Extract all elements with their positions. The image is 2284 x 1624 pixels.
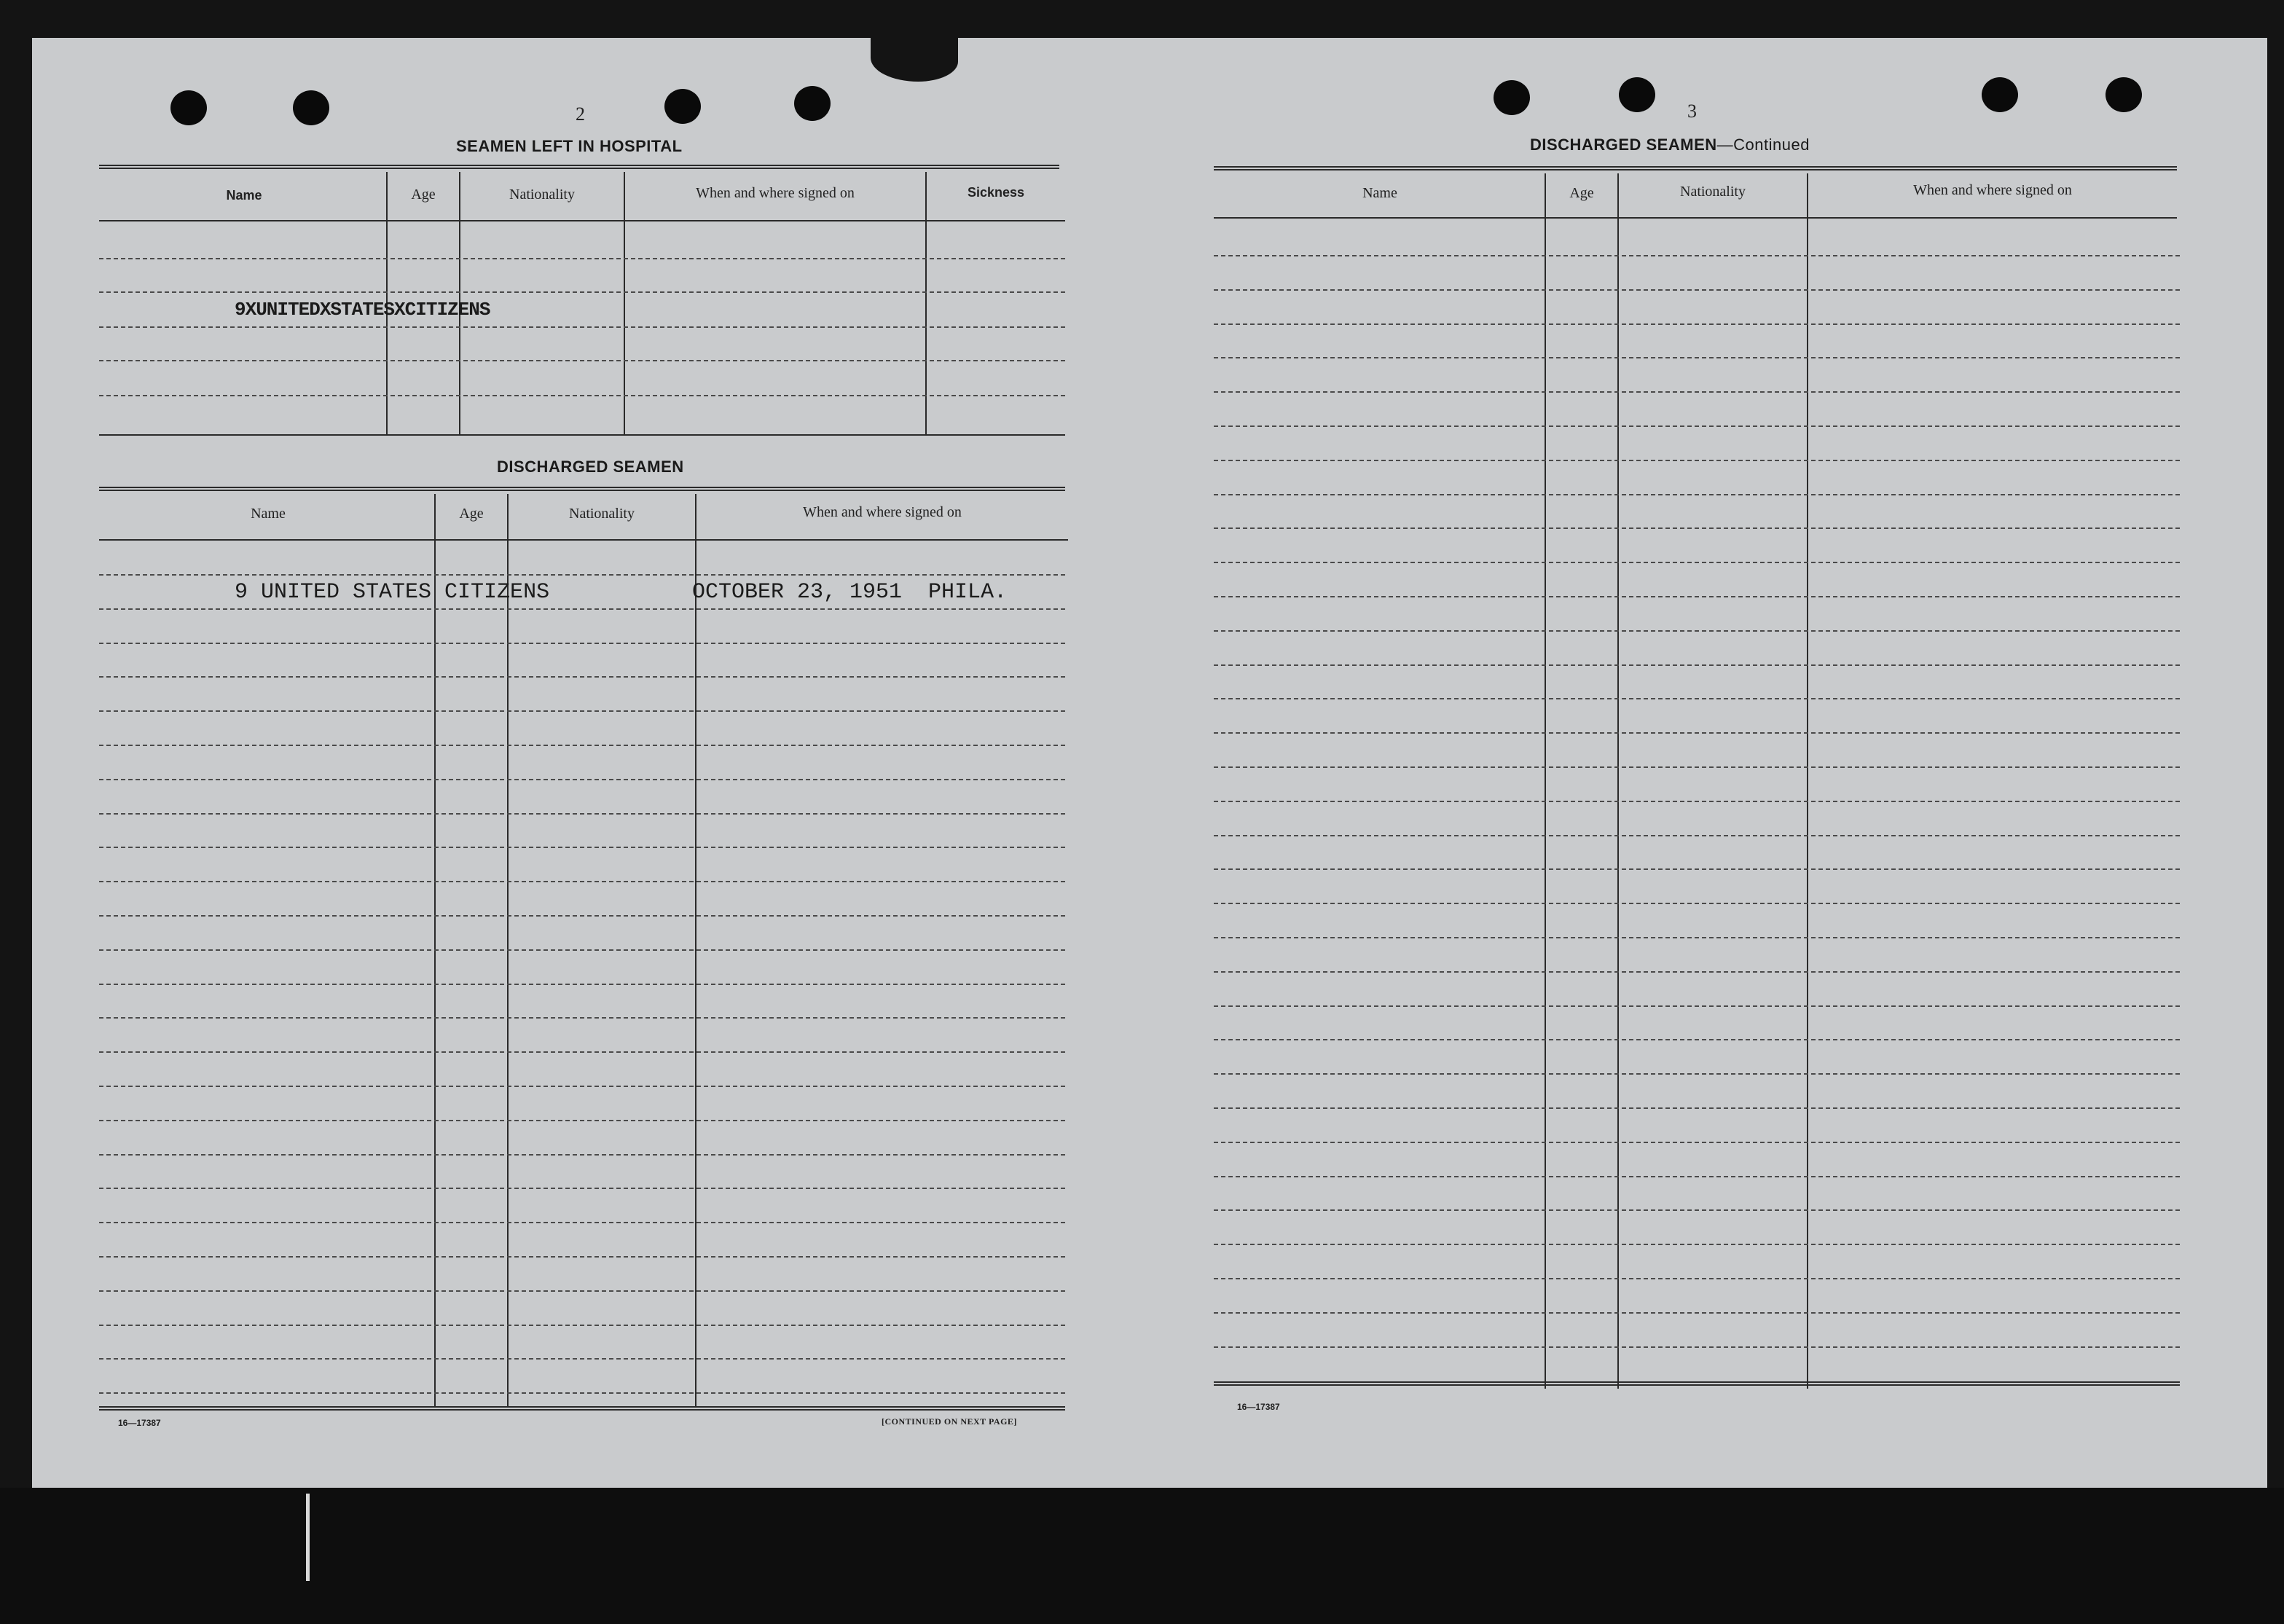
row-line xyxy=(1214,801,2180,802)
punch-hole xyxy=(293,90,329,125)
row-line xyxy=(1214,289,2180,291)
right-col-nationality: Nationality xyxy=(1680,184,1746,200)
row-line xyxy=(1214,1142,2180,1143)
page-number-right: 3 xyxy=(1687,101,1697,122)
punch-hole xyxy=(2106,77,2142,112)
discharged-table-header-rule xyxy=(99,539,1068,541)
row-line xyxy=(1214,835,2180,836)
punch-hole xyxy=(664,89,701,124)
row-line xyxy=(99,1358,1065,1360)
row-line xyxy=(1214,562,2180,563)
row-line xyxy=(99,608,1065,610)
discharged-col-nationality: Nationality xyxy=(569,506,635,522)
right-section-title-main: DISCHARGED SEAMEN xyxy=(1530,136,1717,154)
hospital-row-line xyxy=(99,326,1065,328)
hospital-col-name: Name xyxy=(226,188,262,203)
row-line xyxy=(1214,903,2180,904)
row-line xyxy=(99,1325,1065,1326)
row-line xyxy=(99,676,1065,678)
row-line xyxy=(99,1222,1065,1223)
row-line xyxy=(1214,1209,2180,1211)
row-line xyxy=(99,1392,1065,1394)
row-line xyxy=(1214,1176,2180,1177)
row-line xyxy=(99,710,1065,712)
punch-hole xyxy=(794,86,831,121)
row-line xyxy=(99,745,1065,746)
row-line xyxy=(1214,391,2180,393)
right-table-top-rule xyxy=(1214,166,2177,170)
row-line xyxy=(1214,937,2180,938)
row-line xyxy=(99,1017,1065,1019)
row-line xyxy=(99,1290,1065,1292)
hospital-col-signed-on: When and where signed on xyxy=(696,185,855,201)
discharged-col-age: Age xyxy=(459,506,484,522)
row-line xyxy=(1214,664,2180,666)
row-line xyxy=(99,1051,1065,1053)
row-line xyxy=(1214,1278,2180,1279)
discharged-col-signed-on: When and where signed on xyxy=(803,504,962,520)
row-line xyxy=(1214,460,2180,461)
scan-artifact xyxy=(306,1494,310,1581)
right-col-signed-on: When and where signed on xyxy=(1913,182,2072,198)
form-code-right: 16—17387 xyxy=(1237,1402,1280,1412)
row-line xyxy=(1214,323,2180,325)
row-line xyxy=(1214,868,2180,870)
row-line xyxy=(99,915,1065,917)
page-number-left: 2 xyxy=(576,103,585,125)
row-line xyxy=(1214,1107,2180,1109)
col-divider xyxy=(1617,173,1619,1389)
row-line xyxy=(1214,766,2180,768)
row-line xyxy=(1214,698,2180,699)
row-line xyxy=(99,1086,1065,1087)
footer-rule xyxy=(99,1409,1065,1411)
row-line xyxy=(99,643,1065,644)
right-col-name: Name xyxy=(1362,185,1397,201)
hospital-table-bottom-rule xyxy=(99,434,1065,436)
right-col-age: Age xyxy=(1569,185,1594,201)
row-line xyxy=(1214,425,2180,427)
hospital-table-header-rule xyxy=(99,220,1065,221)
right-section-title-continued: —Continued xyxy=(1716,136,1810,154)
hospital-col-sickness: Sickness xyxy=(967,185,1025,200)
hospital-col-age: Age xyxy=(411,187,436,203)
hospital-section-title: SEAMEN LEFT IN HOSPITAL xyxy=(456,137,683,155)
hospital-row-line xyxy=(99,258,1065,259)
continued-note: [CONTINUED ON NEXT PAGE] xyxy=(882,1416,1017,1427)
punch-hole xyxy=(1494,80,1530,115)
discharged-section-title: DISCHARGED SEAMEN xyxy=(497,458,684,476)
hospital-row-line xyxy=(99,395,1065,396)
punch-hole xyxy=(1619,77,1655,112)
col-divider xyxy=(1545,173,1546,1389)
row-line xyxy=(99,1120,1065,1121)
col-divider xyxy=(1807,173,1808,1389)
row-line xyxy=(1214,527,2180,529)
row-line xyxy=(1214,1346,2180,1348)
row-line xyxy=(99,574,1065,576)
form-code-left: 16—17387 xyxy=(118,1418,161,1428)
row-line xyxy=(99,813,1065,815)
row-line xyxy=(1214,1073,2180,1075)
right-section-title xyxy=(1530,136,1810,154)
row-line xyxy=(99,847,1065,848)
row-line xyxy=(99,1154,1065,1156)
hospital-row-line xyxy=(99,291,1065,293)
row-line xyxy=(99,984,1065,985)
discharged-table-top-rule xyxy=(99,487,1065,491)
right-table-bottom-rule xyxy=(1214,1381,2180,1386)
row-line xyxy=(99,1256,1065,1258)
row-line xyxy=(1214,732,2180,734)
row-line xyxy=(1214,971,2180,973)
discharged-col-name: Name xyxy=(251,506,286,522)
struck-out-entry: 9XUNITEDXSTATESXCITIZENS xyxy=(235,299,490,321)
discharged-entry-name: 9 UNITED STATES CITIZENS xyxy=(235,580,550,605)
row-line xyxy=(1214,1005,2180,1007)
row-line xyxy=(99,1188,1065,1189)
row-line xyxy=(1214,596,2180,597)
hospital-col-nationality: Nationality xyxy=(509,187,575,203)
scan-bottom-band xyxy=(0,1488,2284,1624)
discharged-entry-signed-on: OCTOBER 23, 1951 PHILA. xyxy=(692,580,1008,605)
row-line xyxy=(1214,1312,2180,1314)
row-line xyxy=(1214,630,2180,632)
row-line xyxy=(1214,1039,2180,1040)
row-line xyxy=(99,779,1065,780)
right-table-header-rule xyxy=(1214,217,2177,219)
hospital-row-line xyxy=(99,360,1065,361)
row-line xyxy=(1214,255,2180,256)
punch-hole xyxy=(170,90,207,125)
row-line xyxy=(1214,1244,2180,1245)
punch-hole xyxy=(1982,77,2018,112)
hospital-table-top-rule xyxy=(99,165,1059,169)
row-line xyxy=(1214,357,2180,358)
row-line xyxy=(99,881,1065,882)
row-line xyxy=(99,949,1065,951)
row-line xyxy=(1214,494,2180,495)
